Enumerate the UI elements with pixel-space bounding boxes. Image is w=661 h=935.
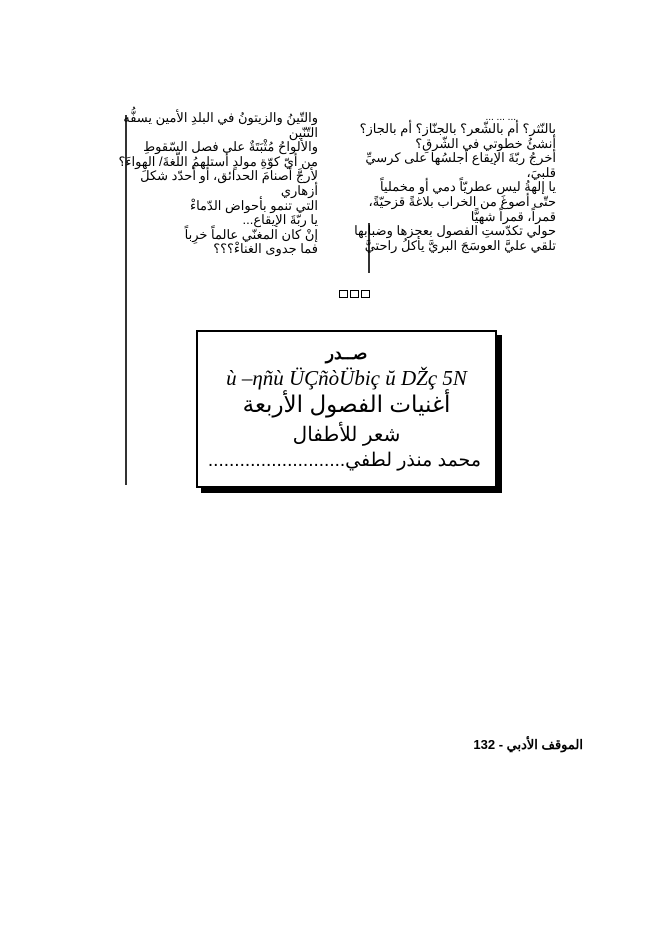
poem-line: قمراً، قمراً شهيًّا <box>470 208 556 224</box>
poem-column-left <box>118 110 318 257</box>
column-rule-left <box>125 115 127 485</box>
poem-line: أزهاري <box>280 182 318 198</box>
book-subtitle: شعر للأطفال <box>292 424 401 446</box>
poem-line: بالنّثر؟ أم بالشّعر؟ بالجنّاز؟ أم بالجاز؟ <box>359 121 556 136</box>
poem-line: فما جدوى الغناءْ؟؟؟ <box>213 241 318 257</box>
poem-line: ... ... ... <box>485 112 516 123</box>
poem-line: حولي تكدّستِ الفصول بعجزها وضبابها <box>354 223 556 239</box>
poem-line: من أيّ كوّةِ مولدٍ أستلهمُ اللّغةَ/ الهواءَ؟ <box>118 153 318 169</box>
poem-line: والتّينُ والزيتونُ في البلدِ الأمين يسفُّه <box>123 110 318 125</box>
poem-line: يا إلهةُ ليس عطريّاً دمي أو مخملياً <box>380 179 556 195</box>
poem-line: يا ربّةَ الإيقاع... <box>242 212 318 228</box>
book-title: أغنيات الفصول الأربعة <box>242 391 451 417</box>
publication-box <box>196 330 497 488</box>
poem-line: التّنّين <box>288 124 318 140</box>
page-footer: الموقف الأدبي - 132 <box>473 737 583 752</box>
square-icon <box>361 290 370 298</box>
square-icon <box>339 290 348 298</box>
poem-line: أنشئُ خطوتي في الشّرقِ؟ <box>415 135 556 151</box>
book-author: محمد منذر لطفي.......................... <box>207 450 481 471</box>
poem-line: قلبيَ، <box>526 164 556 180</box>
square-icon <box>350 290 359 298</box>
poem-line: إنْ كان المغنّي عالماً خرِباً <box>184 226 318 242</box>
section-separator <box>339 290 372 301</box>
garbled-line: ù –ηñù ÜÇñòÜbiç ŭ DŽç 5N <box>226 366 467 390</box>
poem-line: والألواحُ مُثْبَتَةٌ على فصل السّقوطِ <box>143 139 318 155</box>
poem-column-right <box>354 112 556 253</box>
poem-line: تلقي عليَّ العوسَجَ البريَّ يأكلُ راحتيَّ <box>364 237 556 253</box>
poem-line: أخرجُ ربّةَ الإيقاع أجلسُها على كرسيِّ <box>365 150 556 166</box>
poem-line: لأرجَّ أصنامَ الحدائق، أو أحدّد شكلَ <box>140 168 318 184</box>
box-heading: صــدر <box>325 344 368 363</box>
poem-line: حتّى أصوغَ من الخراب بلاغةً قزحيّةً، <box>368 193 556 209</box>
poem-line: التي تنمو بأحواض الدّماءْ <box>189 197 318 213</box>
